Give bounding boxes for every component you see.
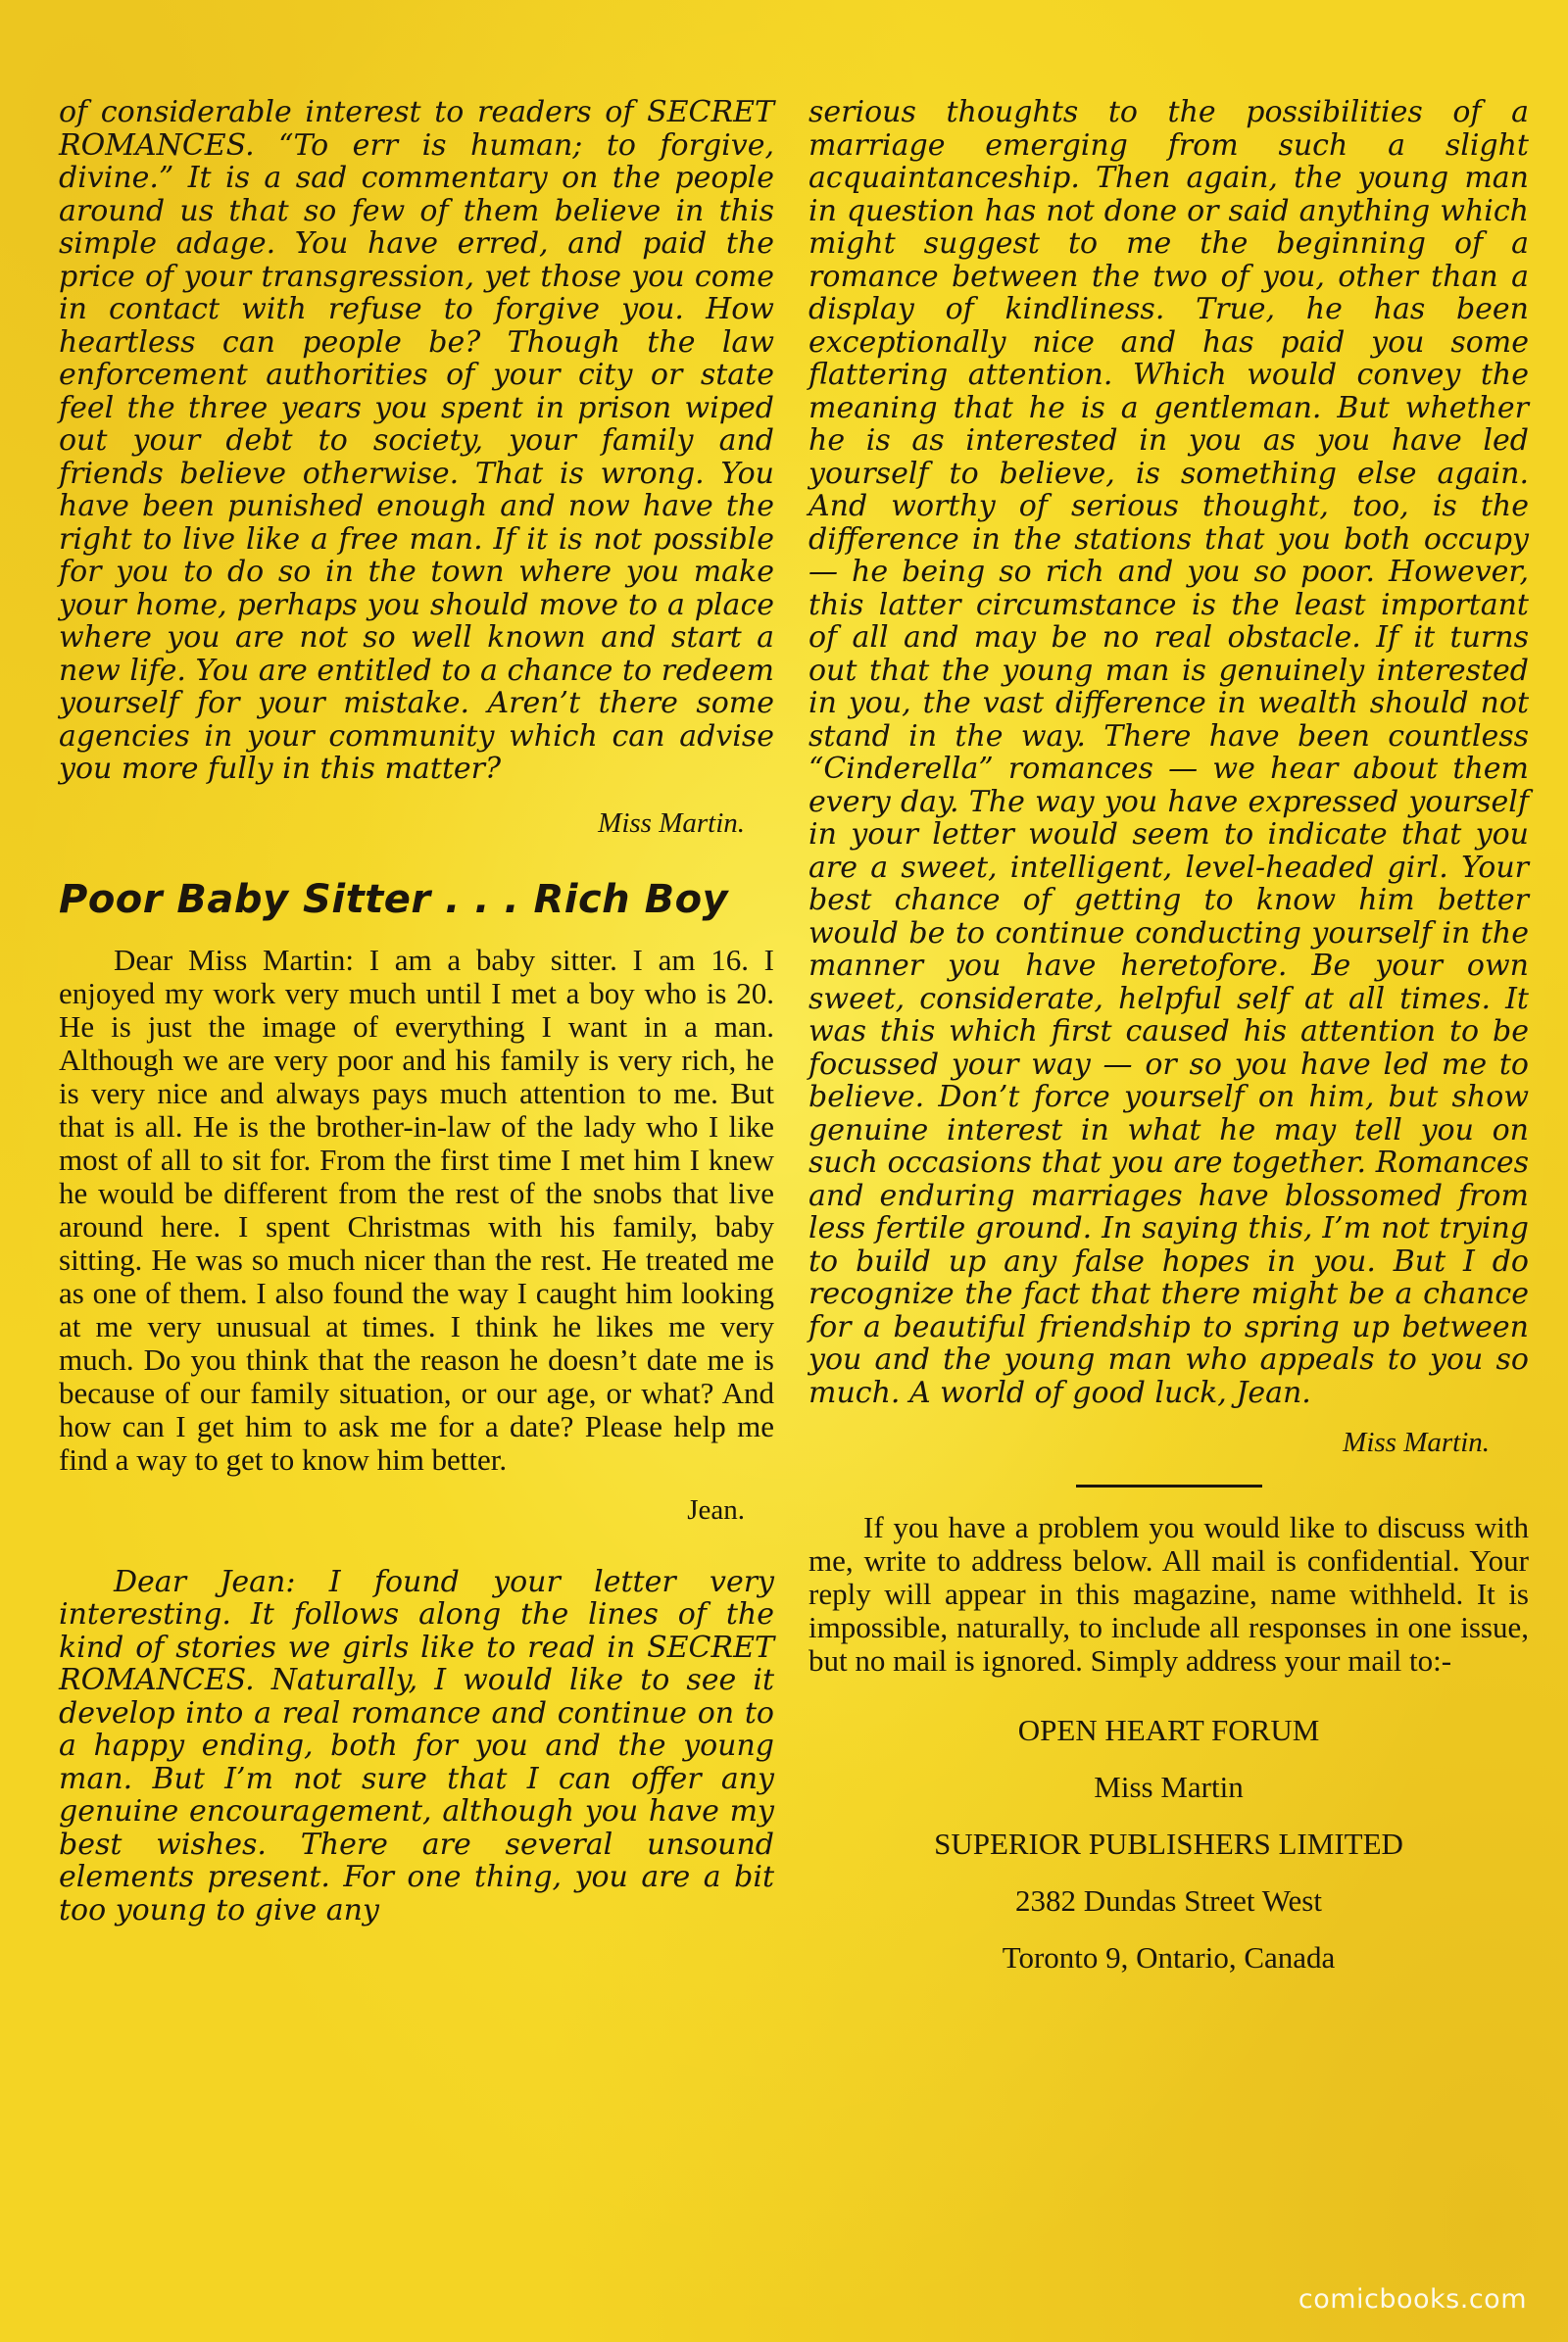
signature-miss-martin-2: Miss Martin.: [1343, 1427, 1490, 1458]
signature-jean: Jean.: [687, 1493, 745, 1526]
address-miss-martin: Miss Martin: [1094, 1770, 1244, 1804]
signature-miss-martin-1: Miss Martin.: [598, 806, 745, 839]
previous-reply-continuation: of considerable interest to readers of SECRET ROMANCES. “To err is human; to forgive, divine.” It is a sad commentary on the people around us that so few of them believe in this simple adage. You have erred, and paid the price of your transgression, yet those you come in contact with refuse to forgive you. How heartless can people be? Though the law enforcement authorities of your city or state feel the three years you spent in prison wiped out your debt to society, your family and friends believe otherwise. That is wrong. You have been punished enough and now have the right to live like a free man. If it is not possible for you to do so in the town where you make your home, perhaps you should move to a place where you are not so well known and start a new life. You are entitled to a chance to redeem yourself for your mistake. Aren’t there some agencies in your community which can advise you more fully in this matter?: [59, 95, 774, 786]
divider-rule: [1076, 1485, 1262, 1488]
submission-notice: If you have a problem you would like to discuss with me, write to address below. All mail is confidential. Your reply will appear in this magazine, name withheld. It is impossible, naturally, to include all responses in one issue, but no mail is ignored. Simply address your mail to:-: [808, 1510, 1529, 1678]
left-column: [59, 96, 774, 1927]
reply-to-jean: Dear Jean: I found your letter very interesting. It follows along the lines of the kind of stories we girls like to read in SECRET ROMANCES. Naturally, I would like to see it develop into a real romance and continue on to a happy ending, both for you and the young man. But I’m not sure that I can offer any genuine encouragement, although you have my best wishes. There are several unsound elements present. For one thing, you are a bit too young to give any: [59, 1564, 774, 1927]
reply-to-jean-continuation: serious thoughts to the possibilities of a marriage emerging from such a slight acquaintanceship. Then again, the young man in question has not done or said anything which might suggest to me the beginning of a romance between the two of you, other than a display of kindliness. True, he has been exceptionally nice and has paid you some flattering attention. Which would convey the meaning that he is a gentleman. But whether he is as interested in you as you have led yourself to believe, is something else again. And worthy of serious thought, too, is the difference in the stations that you both occupy — he being so rich and you so poor. However, this latter circumstance is the least important of all and may be no real obstacle. If it turns out that the young man is genuinely interested in you, the vast difference in wealth should not stand in the way. There have been countless “Cinderella” romances — we hear about them every day. The way you have expressed yourself in your letter would seem to indicate that you are a sweet, intelligent, level-headed girl. Your best chance of getting to know him better would be to continue conducting yourself in the manner you have heretofore. Be your own sweet, considerate, helpful self at all times. It was this which first caused his attention to be focussed your way — or so you have led me to believe. Don’t force yourself on him, but show genuine interest in what he may tell you on such occasions that you are together. Romances and enduring marriages have blossomed from less fertile ground. In saying this, I’m not trying to build up any false hopes in you. But I do recognize the fact that there might be a chance for a beautiful friendship to spring up between you and the young man who appeals to you so much. A world of good luck, Jean.: [808, 95, 1529, 1410]
right-column: [808, 96, 1529, 1976]
address-street: 2382 Dundas Street West: [1015, 1883, 1322, 1918]
site-watermark: comicbooks.com: [1298, 2284, 1527, 2315]
mailing-address: [808, 1713, 1529, 1976]
address-city: Toronto 9, Ontario, Canada: [1002, 1940, 1336, 1975]
reader-letter: Dear Miss Martin: I am a baby sitter. I am 16. I enjoyed my work very much until I met a boy who is 20. He is just the image of everything I want in a man. Although we are very poor and his family is very rich, he is very nice and always pays much attention to me. But that is all. He is the brother-in-law of the lady who I like most of all to sit for. From the first time I met him I knew he would be different from the rest of the snobs that live around here. I spent Christmas with his family, baby sitting. He was so much nicer than the rest. He treated me as one of them. I also found the way I caught him looking at me very unusual at times. I think he likes me very much. Do you think that the reason he doesn’t date me is because of our family situation, or our age, or what? And how can I get him to ask me for a date? Please help me find a way to get to know him better.: [59, 942, 774, 1477]
address-forum: OPEN HEART FORUM: [1017, 1713, 1320, 1747]
column-headline: Poor Baby Sitter . . . Rich Boy: [59, 876, 729, 922]
address-publisher: SUPERIOR PUBLISHERS LIMITED: [934, 1827, 1403, 1861]
